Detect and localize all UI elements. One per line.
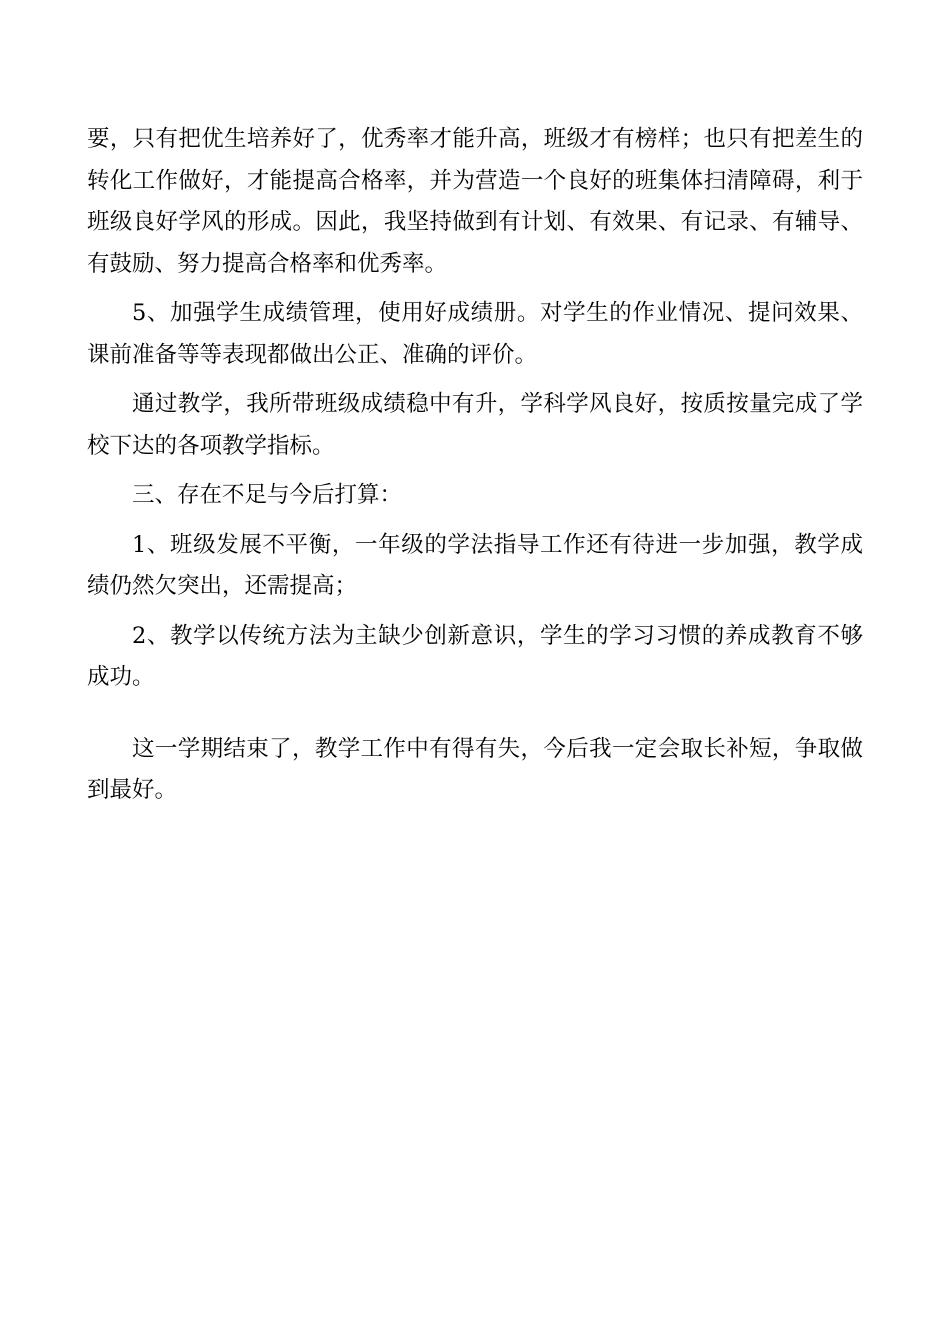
paragraph-conclusion: 这一学期结束了，教学工作中有得有失，今后我一定会取长补短，争取做到最好。 (87, 735, 863, 803)
paragraph-shortcoming-1: 1、班级发展不平衡，一年级的学法指导工作还有待进一步加强，教学成绩仍然欠突出，还需提高； (87, 531, 863, 599)
section-heading-3: 三、存在不足与今后打算： (132, 482, 403, 508)
paragraph-continued: 要，只有把优生培养好了，优秀率才能升高，班级才有榜样；也只有把差生的转化工作做好，才能提高合格率，并为营造一个良好的班集体扫清障碍，利于班级良好学风的形成。因此，我坚持做到有计划、有效果、有记录、有辅导、有鼓励、努力提高合格率和优秀率。 (87, 126, 863, 277)
paragraph-item-5: 5、加强学生成绩管理，使用好成绩册。对学生的作业情况、提问效果、课前准备等等表现都做出公正、准确的评价。 (87, 300, 863, 368)
paragraph-summary: 通过教学，我所带班级成绩稳中有升，学科学风良好，按质按量完成了学校下达的各项教学指标。 (87, 391, 863, 459)
paragraph-shortcoming-2: 2、教学以传统方法为主缺少创新意识，学生的学习习惯的养成教育不够成功。 (87, 622, 863, 690)
document-body (87, 119, 863, 820)
